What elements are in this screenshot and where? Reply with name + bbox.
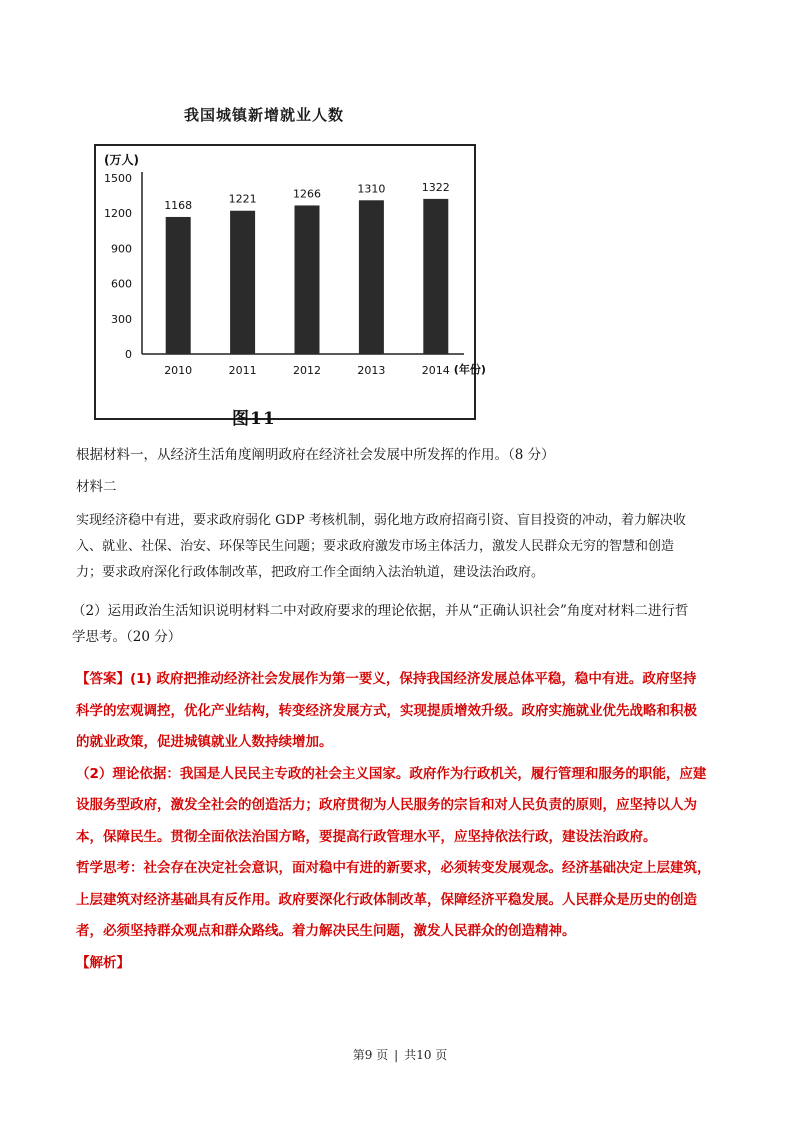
bar-data-label: 1322: [421, 180, 450, 194]
bar: [230, 211, 255, 354]
y-tick-label: 900: [111, 242, 132, 256]
answer-part-1-line: 【答案】(1) 政府把推动经济社会发展作为第一要义，保持我国经济发展总体平稳，稳中有进。政府坚持: [76, 671, 697, 687]
figure-caption: 图11: [232, 409, 276, 429]
bar-data-label: 1266: [293, 187, 321, 201]
footer-separator: |: [394, 1048, 399, 1062]
answer-part-3-line: 哲学思考：社会存在决定社会意识，面对稳中有进的新要求，必须转变发展观念。经济基础决定上层建筑，: [76, 860, 711, 876]
y-tick-label: 300: [111, 312, 132, 326]
y-tick-label: 1500: [104, 172, 132, 185]
material-2-heading: 材料二: [76, 479, 117, 495]
chart-plot: [94, 144, 486, 420]
answer-part-3-line: 者，必须坚持群众观点和群众路线。着力解决民生问题，激发人民群众的创造精神。: [76, 923, 576, 939]
answer-part-2-line: 设服务型政府，激发全社会的创造活力；政府贯彻为人民服务的宗旨和对人民负责的原则，应坚持以人为: [76, 797, 697, 813]
answer-part-2-line: （2）理论依据：我国是人民民主专政的社会主义国家。政府作为行政机关，履行管理和服务的职能，应建: [76, 765, 707, 782]
material-2-line: 力；要求政府深化行政体制改革，把政府工作全面纳入法治轨道，建设法治政府。: [76, 565, 545, 580]
question-2: [72, 598, 732, 650]
bar-data-label: 1221: [228, 192, 257, 206]
bar-data-label: 1310: [357, 182, 386, 196]
analysis-tag: 【解析】: [76, 954, 130, 971]
bar: [295, 205, 320, 354]
answer-section: [76, 664, 746, 979]
bar-data-label: 1168: [164, 198, 193, 212]
question-2-line: 学思考。（20 分）: [72, 629, 182, 645]
material-2-text: [76, 508, 736, 586]
y-tick-label: 600: [111, 277, 132, 291]
x-tick-label: 2011: [228, 364, 257, 377]
bar-chart-figure: [94, 96, 486, 436]
answer-part-1-line: 科学的宏观调控，优化产业结构，转变经济发展方式，实现提质增效升级。政府实施就业优先战略和积极: [76, 702, 697, 719]
material-2-line: 实现经济稳中有进，要求政府弱化 GDP 考核机制，弱化地方政府招商引资、盲目投资的冲动，着力解决收: [76, 513, 686, 528]
chart-title: 我国城镇新增就业人数: [184, 106, 345, 124]
bar: [166, 217, 191, 354]
answer-part-1-line: 的就业政策，促进城镇就业人数持续增加。: [76, 734, 333, 750]
x-tick-label: 2010: [164, 364, 193, 377]
y-axis-label: (万人): [104, 153, 139, 167]
x-axis-label: (年份): [453, 363, 486, 376]
answer-part-2-line: 本，保障民生。贯彻全面依法治国方略，要提高行政管理水平，应坚持依法行政，建设法治政府。: [76, 828, 657, 845]
answer-tag: 【答案】: [76, 671, 130, 687]
x-tick-label: 2012: [293, 364, 321, 377]
page-total: 共10 页: [404, 1048, 448, 1062]
y-tick-label: 0: [125, 348, 132, 361]
y-tick-label: 1200: [104, 207, 132, 221]
material-2-line: 入、就业、社保、治安、环保等民生问题；要求政府激发市场主体活力，激发人民群众无穷的智慧和创造: [76, 539, 675, 554]
bar: [423, 199, 448, 354]
x-tick-label: 2013: [357, 364, 386, 377]
question-1: 根据材料一，从经济生活角度阐明政府在经济社会发展中所发挥的作用。（8 分）: [76, 447, 555, 463]
answer-part-3-line: 上层建筑对经济基础具有反作用。政府要深化行政体制改革，保障经济平稳发展。人民群众是历史的创造: [76, 891, 697, 908]
question-2-line: （2）运用政治生活知识说明材料二中对政府要求的理论依据，并从“正确认识社会”角度对材料二进行哲: [72, 603, 689, 619]
page-footer: [0, 1046, 800, 1063]
x-tick-label: 2014: [421, 364, 450, 377]
page-number: 第9 页: [352, 1048, 389, 1062]
bar: [359, 200, 384, 354]
